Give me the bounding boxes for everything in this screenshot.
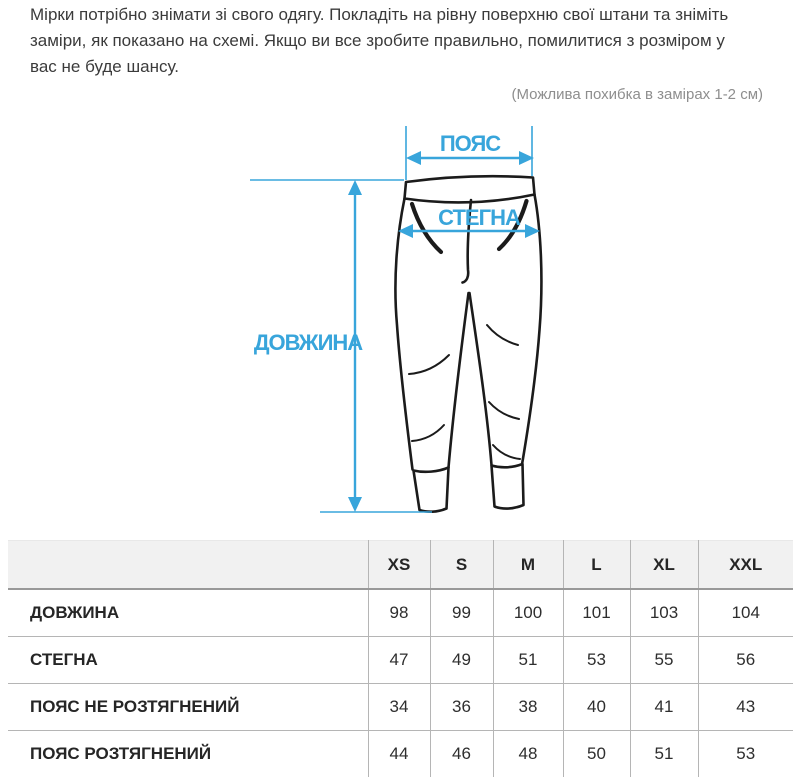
size-table-corner-cell xyxy=(8,541,368,590)
intro-text: Мірки потрібно знімати зі свого одягу. Покладіть на рівну поверхню свої штани та зніміть заміри, як показано на схемі. Якщо ви все зробите правильно, помилитися з розміром у вас не буде шансу. xyxy=(30,5,729,76)
pants-left-outer-seam xyxy=(395,199,412,470)
value-cell: 51 xyxy=(493,637,563,684)
value-cell: 101 xyxy=(563,589,630,637)
pants-measurement-diagram xyxy=(200,120,590,520)
value-cell: 36 xyxy=(430,684,493,731)
pants-right-outer-seam xyxy=(522,195,541,465)
pants-diagram-svg xyxy=(200,120,590,520)
value-cell: 50 xyxy=(563,731,630,777)
pants-left-pocket xyxy=(412,204,441,252)
pants-wrinkle xyxy=(489,402,519,419)
value-cell: 43 xyxy=(698,684,793,731)
value-cell: 103 xyxy=(630,589,698,637)
row-label: ДОВЖИНА xyxy=(8,589,368,637)
value-cell: 56 xyxy=(698,637,793,684)
tolerance-note: (Можлива похибка в замірах 1-2 см) xyxy=(511,86,763,103)
value-cell: 53 xyxy=(698,731,793,777)
row-label: ПОЯС НЕ РОЗТЯГНЕНИЙ xyxy=(8,684,368,731)
table-row-length xyxy=(8,589,793,637)
pants-left-cuff xyxy=(414,468,449,512)
waist-arrowhead-left xyxy=(406,151,421,165)
value-cell: 40 xyxy=(563,684,630,731)
value-cell: 46 xyxy=(430,731,493,777)
value-cell: 49 xyxy=(430,637,493,684)
value-cell: 100 xyxy=(493,589,563,637)
value-cell: 38 xyxy=(493,684,563,731)
value-cell: 51 xyxy=(630,731,698,777)
value-cell: 41 xyxy=(630,684,698,731)
hips-label: СТЕГНА xyxy=(438,205,520,230)
pants-left-inseam xyxy=(449,293,469,468)
pants-waistband xyxy=(405,176,535,202)
table-row-waist-stretched xyxy=(8,731,793,777)
table-row-hips xyxy=(8,637,793,684)
size-header-xl: XL xyxy=(630,541,698,590)
pants-wrinkle xyxy=(412,425,444,441)
row-label: ПОЯС РОЗТЯГНЕНИЙ xyxy=(30,744,212,763)
length-arrowhead-bottom xyxy=(348,497,362,512)
waist-label: ПОЯС xyxy=(439,131,501,156)
size-header-s: S xyxy=(430,541,493,590)
pants-right-inseam xyxy=(470,293,492,465)
value-cell: 44 xyxy=(368,731,430,777)
value-cell: 48 xyxy=(493,731,563,777)
table-row-waist-unstretched xyxy=(8,684,793,731)
size-table xyxy=(8,540,793,777)
length-label: ДОВЖИНА xyxy=(253,330,363,355)
value-cell: 55 xyxy=(630,637,698,684)
value-cell: 34 xyxy=(368,684,430,731)
waist-measure xyxy=(406,126,534,180)
size-header-xs: XS xyxy=(368,541,430,590)
row-label: СТЕГНА xyxy=(8,637,368,684)
length-arrowhead-top xyxy=(348,180,362,195)
size-header-l: L xyxy=(563,541,630,590)
value-cell: 104 xyxy=(698,589,793,637)
size-header-m: M xyxy=(493,541,563,590)
value-cell: 47 xyxy=(368,637,430,684)
pants-wrinkle xyxy=(409,355,449,374)
value-cell: 99 xyxy=(430,589,493,637)
size-header-xxl: XXL xyxy=(698,541,793,590)
value-cell: 98 xyxy=(368,589,430,637)
pants-wrinkle xyxy=(493,445,520,459)
value-cell: 53 xyxy=(563,637,630,684)
pants-right-cuff xyxy=(492,464,524,509)
size-table-header-row xyxy=(8,541,793,590)
pants-wrinkle xyxy=(487,325,518,345)
